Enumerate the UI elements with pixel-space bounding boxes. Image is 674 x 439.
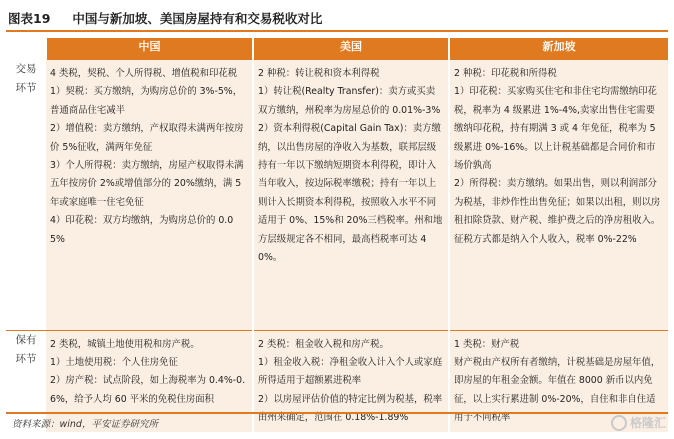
figure-title: 中国与新加坡、美国房屋持有和交易税收对比 — [72, 11, 323, 26]
header-china: 中国 — [46, 38, 253, 60]
table-row-transaction — [6, 60, 668, 330]
cell-holding-usa: 2 类税：租金收入税和房产税。 1）租金收入税：净租金收入计入个人或家庭所得适用于超额累进税率 2）以房屋评估价值的特定比例为税基，税率由州来确定，范围在 0.18%-1.89% — [253, 330, 449, 432]
watermark-logo-icon — [611, 415, 627, 431]
cell-transaction-singapore: 2 种税：印花税和所得税 1）印花税：买家购买住宅和非住宅均需缴纳印花税，税率为 4 级累进 1%-4%,卖家出售住宅需要缴纳印花税，持有期满 3 或 4 年免征，税率为 5 级累进 0%-16%。以上计税基础都是合同价和市场价孰高 2）所得税：卖方缴纳。如果出售，则以利润部分为税基，非炒作性出售免征；如果以出租，则以房租扣除贷款、财产税、维护费之后的净房租收入。征税方式都是纳入个人收入，税率 0%-22% — [449, 60, 668, 330]
cell-transaction-china: 4 类税，契税、个人所得税、增值税和印花税 1）契税：买方缴纳，为购房总价的 3%-5%，普通商品住宅减半 2）增值税：卖方缴纳，产权取得未满两年按房价 5%征收，满两年免征 3）个人所得税：卖方缴纳，房屋产权取得未满五年按房价 2%或增值部分的 20%缴纳，满 5 年或家庭唯一住宅免征 4）印花税：双方均缴纳，为购房总价的 0.05% — [46, 60, 253, 330]
header-blank — [6, 38, 46, 60]
header-usa: 美国 — [253, 38, 449, 60]
cell-holding-singapore: 1 类税：财产税 财产税由产权所有者缴纳，计税基础是房屋年值，即房屋的年租金金额。年值在 8000 新币以内免征，以上实行累进制 0%-20%，自住和非自住适用于不同税率 — [449, 330, 668, 432]
cell-holding-china: 2 类税，城镇土地使用税和房产税。 1）土地使用税：个人住房免征 2）房产税：试点阶段，如上海税率为 0.4%-0.6%，给予人均 60 平米的免税住房面积 — [46, 330, 253, 432]
figure-title-bar — [6, 6, 668, 32]
tax-comparison-table — [6, 38, 668, 432]
row-label-transaction: 交易 环节 — [6, 60, 46, 330]
cell-transaction-usa: 2 种税：转让税和资本利得税 1）转让税(Realty Transfer)：卖方或买卖双方缴纳，州税率为房屋总价的 0.01%-3% 2）资本利得税(Capital Gain Tax)：卖方缴纳，以出售房屋的净收入为基数，联邦层级持有一年以下缴纳短期资本利得税，即计入当年收入，按边际税率缴税；持有一年以上则计入长期资本利得税，按照收入水平不同适用于 0%、15%和 20%三档税率。州和地方层级规定各不相同，最高档税率可达 40%。 — [253, 60, 449, 330]
source-note: 资料来源：wind，平安证券研究所 — [12, 419, 158, 430]
header-singapore: 新加坡 — [449, 38, 668, 60]
watermark — [611, 414, 666, 431]
watermark-text: 格隆汇 — [629, 416, 666, 430]
figure-number: 图表19 — [8, 11, 51, 26]
row-label-holding: 保有 环节 — [6, 330, 46, 432]
footer-divider — [6, 412, 668, 414]
